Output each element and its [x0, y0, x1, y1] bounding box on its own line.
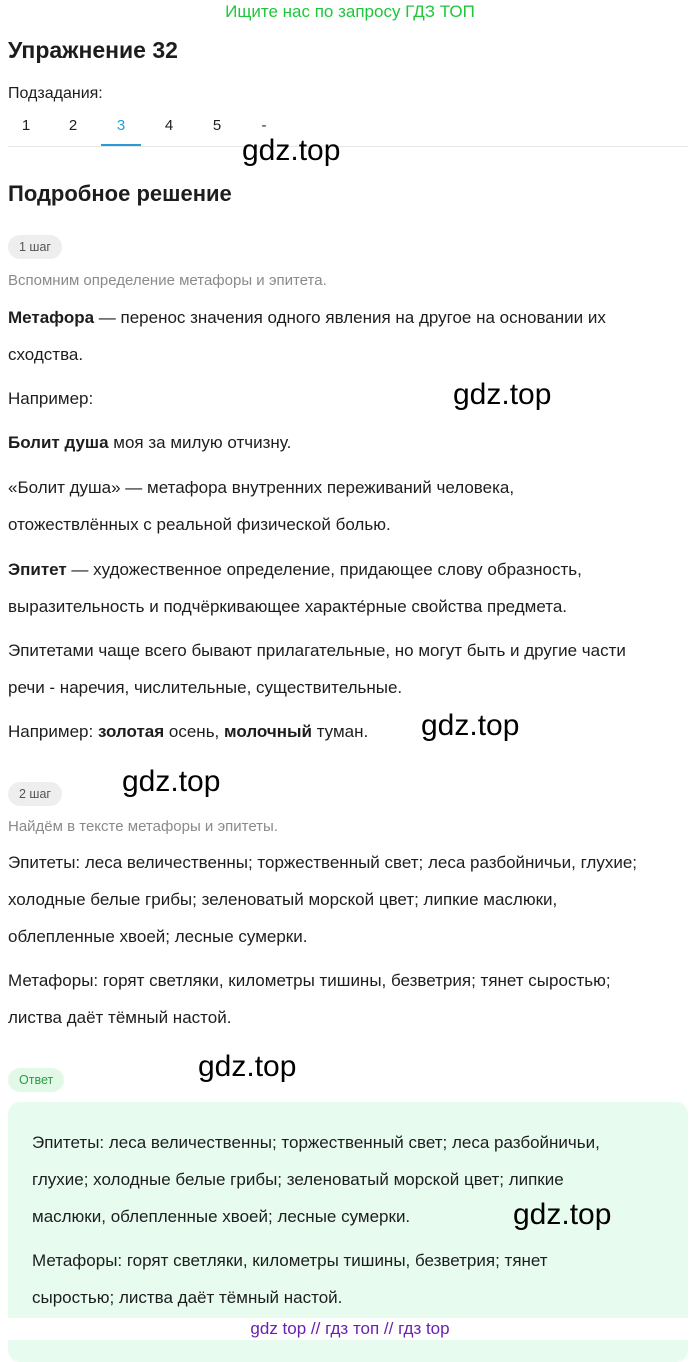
watermark: gdz.top	[122, 765, 221, 798]
watermark: gdz.top	[453, 378, 552, 411]
answer-metaphors-line1: Метафоры: горят светляки, километры тишины, безветрия; тянет	[32, 1251, 548, 1270]
watermark: gdz.top	[242, 134, 341, 167]
answer-epithets-line2: глухие; холодные белые грибы; зеленоватый морской цвет; липкие	[32, 1170, 564, 1189]
metaphor-def-line1: — перенос значения одного явления на другое на основании их	[94, 308, 606, 327]
example-rest: моя за милую отчизну.	[108, 433, 292, 452]
example-bold: Болит душа	[8, 433, 109, 452]
found-epithets-line2: холодные белые грибы; зеленоватый морской цвет; липкие маслюки,	[8, 890, 558, 909]
found-epithets	[8, 844, 688, 955]
epithet-example-end: туман.	[311, 722, 369, 741]
footer-links[interactable]: gdz top // гдз топ // гдз top	[0, 1318, 700, 1340]
epithet-definition	[8, 551, 688, 625]
tab-3-active[interactable]: 3	[101, 108, 141, 147]
answer-metaphors-line2: сыростью; листва даёт тёмный настой.	[32, 1288, 343, 1307]
metaphor-definition	[8, 299, 688, 373]
epithet-def-line2: выразительность и подчёркивающее характе́рные свойства предмета.	[8, 597, 568, 616]
metaphor-explanation	[8, 469, 688, 543]
answer-epithets-line3: маслюки, облепленные хвоей; лесные сумерки.	[32, 1207, 411, 1226]
example-sentence	[8, 424, 688, 461]
step-2-badge: 2 шаг	[8, 782, 62, 806]
answer-badge: Ответ	[8, 1068, 64, 1092]
epithets-parts-of-speech	[8, 632, 688, 706]
epithet-example-label: Например:	[8, 722, 98, 741]
subtask-tabs	[0, 108, 700, 148]
tabs-divider	[8, 146, 688, 147]
subtasks-label: Подзадания:	[8, 85, 103, 102]
step-1-intro: Вспомним определение метафоры и эпитета.	[8, 272, 327, 289]
epithets-line2: речи - наречия, числительные, существительные.	[8, 678, 403, 697]
explain-line2: отожествлённых с реальной физической болью.	[8, 515, 391, 534]
answer-epithets-line1: Эпитеты: леса величественны; торжественный свет; леса разбойничьи,	[32, 1133, 600, 1152]
tab-1[interactable]: 1	[21, 117, 31, 134]
step-1-badge: 1 шаг	[8, 235, 62, 259]
found-epithets-line3: облепленные хвоей; лесные сумерки.	[8, 927, 308, 946]
tab-2[interactable]: 2	[68, 117, 78, 134]
found-metaphors	[8, 962, 688, 1036]
watermark: gdz.top	[421, 709, 520, 742]
example-label: Например:	[8, 389, 94, 408]
tab-dash[interactable]: -	[261, 117, 267, 134]
metaphor-def-line2: сходства.	[8, 345, 84, 364]
watermark: gdz.top	[513, 1198, 612, 1231]
step-2-intro: Найдём в тексте метафоры и эпитеты.	[8, 818, 278, 835]
exercise-title: Упражнение 32	[8, 37, 178, 63]
search-banner: Ищите нас по запросу ГДЗ ТОП	[225, 2, 475, 21]
epithet-example-mid: осень,	[164, 722, 224, 741]
found-metaphors-line1: Метафоры: горят светляки, километры тишины, безветрия; тянет сыростью;	[8, 971, 611, 990]
epithet-def-line1: — художественное определение, придающее слову образность,	[66, 560, 582, 579]
epithet-example-bold1: золотая	[97, 722, 165, 741]
epithets-line1: Эпитетами чаще всего бывают прилагательные, но могут быть и другие части	[8, 641, 626, 660]
epithet-term: Эпитет	[8, 560, 67, 579]
watermark: gdz.top	[198, 1050, 297, 1083]
solution-title: Подробное решение	[8, 181, 232, 206]
tab-4[interactable]: 4	[164, 117, 174, 134]
answer-metaphors	[32, 1242, 672, 1316]
metaphor-term: Метафора	[8, 308, 95, 327]
epithet-example	[8, 713, 688, 750]
found-metaphors-line2: листва даёт тёмный настой.	[8, 1008, 232, 1027]
epithet-example-bold2: молочный	[224, 722, 312, 741]
explain-line1: «Болит душа» — метафора внутренних переживаний человека,	[8, 478, 515, 497]
found-epithets-line1: Эпитеты: леса величественны; торжественный свет; леса разбойничьи, глухие;	[8, 853, 637, 872]
tab-5[interactable]: 5	[212, 117, 222, 134]
